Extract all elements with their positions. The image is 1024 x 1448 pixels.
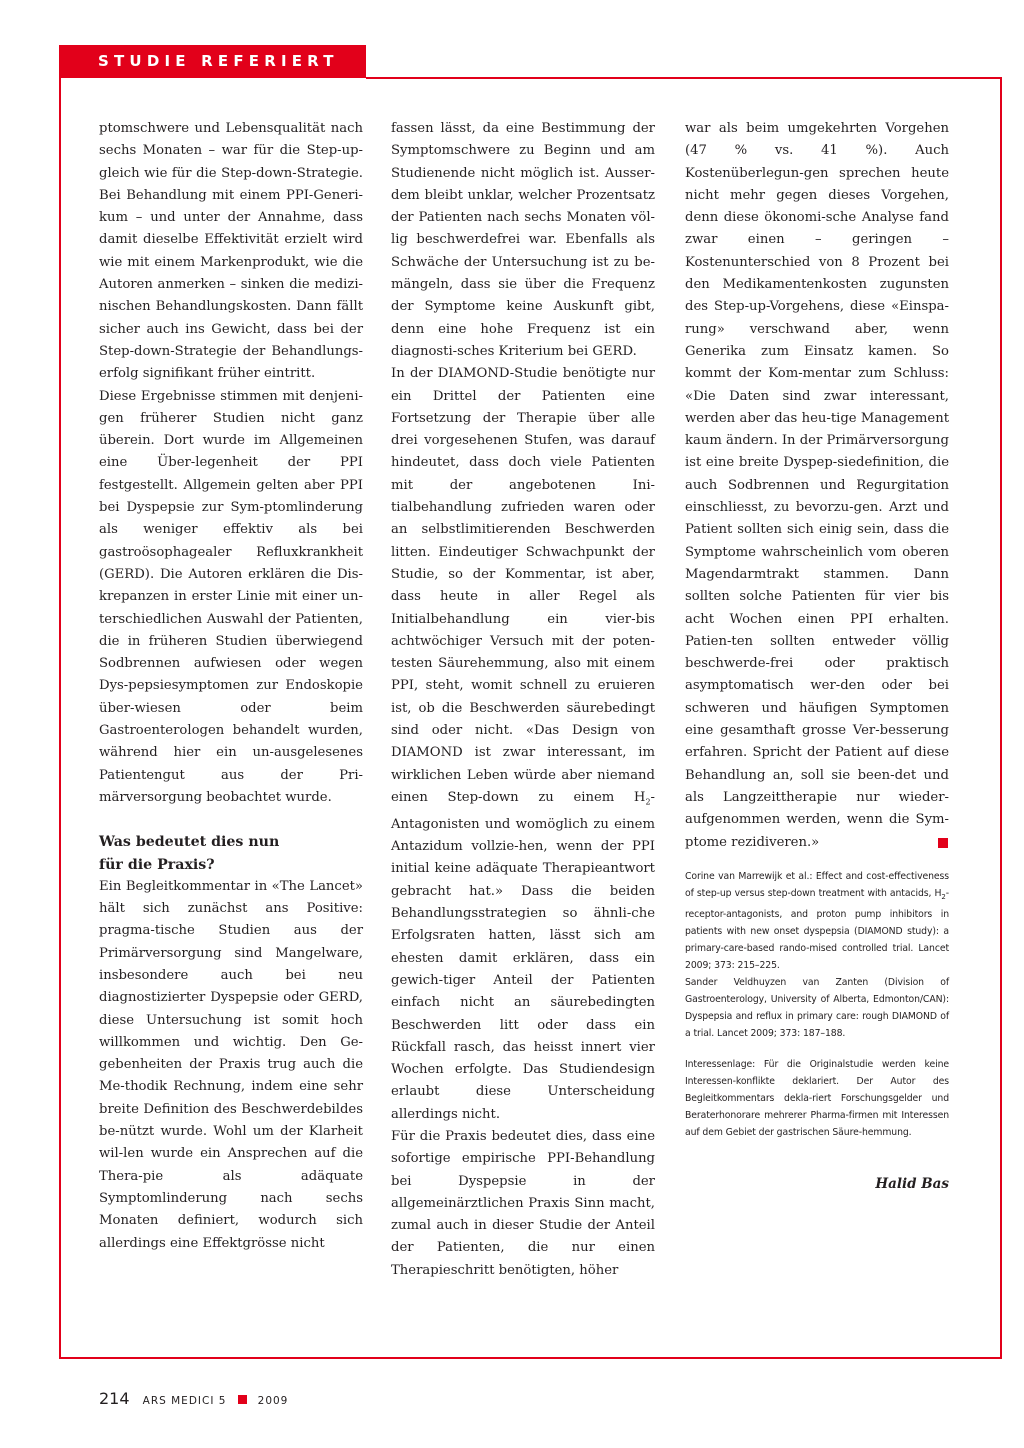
paragraph: ptomschwere und Lebensqualität nach sechs Monaten – war für die Step-up-gleich wie für die Step-down-Strategie. Bei Behandlung mit einem PPI-Generi-kum – und unter der Annahme, dass damit dieselbe Effektivität erzielt wird wie mit einem Markenprodukt, wie die Autoren anmerken – sinken die medizi-nischen Behandlungskosten. Dann fällt sicher auch ins Gewicht, dass bei der Step-down-Strategie der Behandlungs-erfolg signifikant früher eintritt. [99,121,363,382]
reference-text: -receptor-antagonists, and proton pump inhibitors in patients with new onset dyspepsia (DIAMOND study): a primary-care-based rando-mised controlled trial. Lancet 2009; 373: 215–225. [685,887,949,971]
footer-square-icon [238,1395,247,1404]
author-signature: Halid Bas [875,1175,949,1192]
reference-1 [685,868,949,974]
end-of-article-square [938,838,948,848]
subscript: 2 [645,797,651,807]
page-footer [99,1389,288,1408]
subheading-line-2: für die Praxis? [99,856,215,873]
page-number: 214 [99,1389,130,1408]
text-column-3 [685,118,949,1195]
text-column-1 [99,118,363,1255]
paragraph [391,363,655,1126]
section-label: STUDIE REFERIERT [98,52,339,70]
reference-2: Sander Veldhuyzen van Zanten (Division of Gastroenterology, University of Alberta, Edmonton/CAN): Dyspepsia and reflux in primary care: rough DIAMOND of a trial. Lancet 2009; 373: 187–188. [685,976,949,1039]
paragraph: Für die Praxis bedeutet dies, dass eine sofortige empirische PPI-Behandlung bei Dyspepsie in der allgemeinärztlichen Praxis Sinn macht, zumal auch in dieser Studie der Anteil der Patienten, die nur einen Therapieschritt benötigten, höher [391,1129,655,1278]
journal-name: ARS MEDICI 5 [142,1395,227,1407]
issue-year: 2009 [257,1395,289,1407]
conflict-disclosure: Interessenlage: Für die Originalstudie werden keine Interessen-konflikte deklariert. Der Autor des Begleitkommentars dekla-riert Forschungsgelder und Beraterhonorare mehrerer Pharma-firmen mit Interessen auf dem Gebiet der gastrischen Säure-hemmung. [685,1058,949,1138]
paragraph-text: -Antagonisten und womöglich zu einem Antazidum vollzie-hen, wenn der PPI initial keine adäquate Therapieantwort gebracht hat.» Dass die beiden Behandlungsstrategien so ähnli-che Erfolgsraten hatten, lässt sich am ehesten damit erklären, dass ein gewich-tiger Anteil der Patienten einfach nicht an säurebedingten Beschwerden litt oder dass ein Rückfall rasch, das heisst innert vier Wochen erfolgte. Das Studiendesign erlaubt diese Unterscheidung allerdings nicht. [391,789,655,1122]
paragraph [685,118,949,854]
subheading-line-1: Was bedeutet dies nun [99,834,280,851]
paragraph: Diese Ergebnisse stimmen mit denjeni-gen früherer Studien nicht ganz überein. Dort wurde im Allgemeinen eine Über-legenheit der PPI festgestellt. Allgemein gelten aber PPI bei Dyspepsie zur Sym-ptomlinderung als weniger effektiv als bei gastroösophagealer Refluxkrankheit (GERD). Die Autoren erklären die Dis-krepanzen in erster Linie mit einer un-terschiedlichen Auswahl der Patienten, die in früheren Studien überwiegend Sodbrennen aufwiesen oder wegen Dys-pepsiesymptomen zur Endoskopie über-wiesen oder beim Gastroenterologen behandelt wurden, während hier ein un-ausgelesenes Patientengut aus der Pri-märversorgung beobachtet wurde. [99,388,363,805]
paragraph: Ein Begleitkommentar in «The Lancet» hält sich zunächst ans Positive: pragma-tische Studien aus der Primärversorgung sind Mangelware, insbesondere auch bei neu diagnostizierter Dyspepsie oder GERD, diese Untersuchung ist somit hoch willkommen und wichtig. Den Ge-gebenheiten der Praxis trug auch die Me-thodik Rechnung, indem eine sehr breite Definition des Beschwerdebildes be-nützt wurde. Wohl um der Klarheit wil-len wurde ein Ansprechen auf die Thera-pie als adäquate Symptomlinderung nach sechs Monaten definiert, wodurch sich allerdings eine Effektgrösse nicht [99,878,363,1251]
subscript: 2 [941,892,946,901]
paragraph-text: war als beim umgekehrten Vorgehen (47 % vs. 41 %). Auch Kostenüberlegun-gen sprechen heute nicht mehr gegen dieses Vorgehen, denn diese ökonomi-sche Analyse fand zwar einen – geringen – Kostenunterschied von 8 Prozent bei den Medikamentenkosten zugunsten des Step-up-Vorgehens, diese «Einspa-rung» verschwand aber, wenn Generika zum Einsatz kamen. So kommt der Kom-mentar zum Schluss: «Die Daten sind zwar interessant, werden aber das heu-tige Management kaum ändern. In der Primärversorgung ist eine breite Dyspep-siedefinition, die auch Sodbrennen und Regurgitation einschliesst, zu bevorzu-gen. Arzt und Patient sollten sich einig sein, dass die Symptome wahrscheinlich vom oberen Magendarmtrakt stammen. Dann sollten solche Patienten für vier bis acht Wochen einen PPI erhalten. Patien-ten sollten entweder völlig beschwerde-frei oder praktisch asymptomatisch wer-den oder bei schweren und häufigen Symptomen eine gesamthaft grosse Ver-besserung erfahren. Spricht der Patient auf diese Behandlung an, soll sie been-det und als Langzeittherapie nur wieder-aufgenommen werden, wenn die Sym-ptome rezidiveren.» [685,121,949,850]
paragraph-text: In der DIAMOND-Studie benötigte nur ein Drittel der Patienten eine Fortsetzung der Therapie über alle drei vorgesehenen Stufen, was darauf hindeutet, dass doch viele Patienten mit der angebotenen Ini-tialbehandlung zufrieden waren oder an selbstlimitierenden Beschwerden litten. Eindeutiger Schwachpunkt der Studie, so der Kommentar, ist aber, dass heute in aller Regel als Initialbehandlung ein vier-bis achtwöchiger Versuch mit der poten-testen Säurehemmung, also mit einem PPI, steht, womit schnell zu eruieren ist, ob die Beschwerden säurebedingt sind oder nicht. «Das Design von DIAMOND ist zwar interessant, im wirklichen Leben würde aber niemand einen Step-down zu einem H [391,366,655,805]
section-header-tab [59,45,366,78]
reference-text: Corine van Marrewijk et al.: Effect and cost-effectiveness of step-up versus step-down treatment with antacids, H [685,870,949,899]
text-column-2 [391,118,655,1282]
paragraph: fassen lässt, da eine Bestimmung der Symptomschwere zu Beginn und am Studienende nicht möglich ist. Ausser-dem bleibt unklar, welcher Prozentsatz der Patienten nach sechs Monaten völ-lig beschwerdefrei war. Ebenfalls als Schwäche der Untersuchung ist zu be-mängeln, dass sie über die Frequenz der Symptome keine Auskunft gibt, denn eine hohe Frequenz ist ein diagnosti-sches Kriterium bei GERD. [391,121,655,359]
section-subheading [99,831,363,876]
